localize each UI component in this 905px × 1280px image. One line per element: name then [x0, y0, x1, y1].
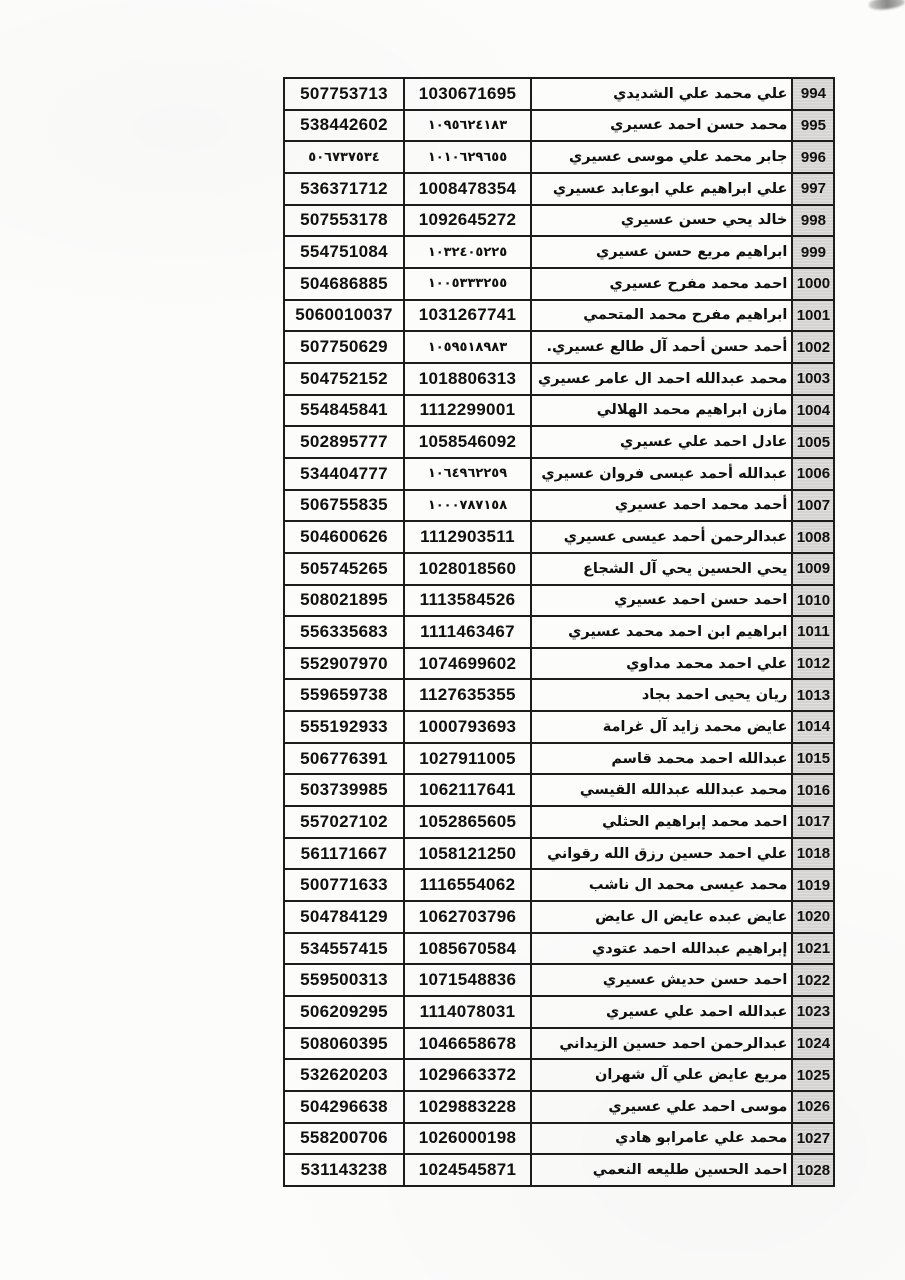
phone-cell: 556335683: [284, 616, 404, 648]
name-cell: ريان يحيى احمد بجاد: [531, 679, 792, 711]
national-id-cell: 1085670584: [404, 933, 531, 965]
phone-cell: 555192933: [284, 711, 404, 743]
name-cell: علي احمد حسين رزق الله رقواني: [531, 838, 792, 870]
phone-cell: 559500313: [284, 964, 404, 996]
row-number-cell: 1024: [792, 1028, 834, 1060]
row-number-cell: 1014: [792, 711, 834, 743]
name-cell: ابراهيم ابن احمد محمد عسيري: [531, 616, 792, 648]
national-id-cell: ١٠٠٠٧٨٧١٥٨: [404, 490, 531, 522]
row-number-cell: 1005: [792, 426, 834, 458]
table-row: [284, 110, 834, 142]
name-cell: علي احمد محمد مداوي: [531, 648, 792, 680]
phone-cell: 559659738: [284, 679, 404, 711]
name-cell: محمد علي عامرابو هادي: [531, 1123, 792, 1155]
name-cell: يحي الحسين يحي آل الشجاع: [531, 553, 792, 585]
table-row: [284, 616, 834, 648]
table-row: [284, 521, 834, 553]
phone-cell: 507553178: [284, 205, 404, 237]
row-number-cell: 1001: [792, 300, 834, 332]
row-number-cell: 1000: [792, 268, 834, 300]
national-id-cell: 1092645272: [404, 205, 531, 237]
name-cell: ابراهيم مريع حسن عسيري: [531, 236, 792, 268]
row-number-cell: 1010: [792, 585, 834, 617]
table-row: [284, 964, 834, 996]
row-number-cell: 1020: [792, 901, 834, 933]
name-cell: أحمد محمد احمد عسيري: [531, 490, 792, 522]
phone-cell: 507750629: [284, 331, 404, 363]
name-cell: محمد عبدالله عبدالله القيسي: [531, 774, 792, 806]
table-row: [284, 141, 834, 173]
table-row: [284, 331, 834, 363]
table-row: [284, 806, 834, 838]
phone-cell: 552907970: [284, 648, 404, 680]
row-number-cell: 1028: [792, 1154, 834, 1186]
table-row: [284, 679, 834, 711]
table-row: [284, 996, 834, 1028]
roster-table: [283, 77, 835, 1187]
phone-cell: 506209295: [284, 996, 404, 1028]
name-cell: عبدالله احمد محمد قاسم: [531, 743, 792, 775]
row-number-cell: 1022: [792, 964, 834, 996]
national-id-cell: 1062703796: [404, 901, 531, 933]
national-id-cell: 1024545871: [404, 1154, 531, 1186]
national-id-cell: ١٠١٠٦٢٩٦٥٥: [404, 141, 531, 173]
row-number-cell: 1015: [792, 743, 834, 775]
national-id-cell: ١٠٠٥٣٣٣٢٥٥: [404, 268, 531, 300]
roster-table-body: [284, 78, 834, 1186]
table-row: [284, 268, 834, 300]
phone-cell: 508021895: [284, 585, 404, 617]
national-id-cell: 1029883228: [404, 1091, 531, 1123]
row-number-cell: 1004: [792, 395, 834, 427]
national-id-cell: 1116554062: [404, 869, 531, 901]
row-number-cell: 1023: [792, 996, 834, 1028]
row-number-cell: 994: [792, 78, 834, 110]
table-row: [284, 648, 834, 680]
name-cell: محمد حسن احمد عسيري: [531, 110, 792, 142]
row-number-cell: 996: [792, 141, 834, 173]
name-cell: احمد الحسين طليعه النعمي: [531, 1154, 792, 1186]
name-cell: عبدالرحمن أحمد عيسى عسيري: [531, 521, 792, 553]
national-id-cell: 1031267741: [404, 300, 531, 332]
national-id-cell: 1112903511: [404, 521, 531, 553]
scan-artifact-smudge: [868, 0, 905, 11]
phone-cell: 532620203: [284, 1059, 404, 1091]
name-cell: موسى احمد علي عسيري: [531, 1091, 792, 1123]
name-cell: احمد محمد مفرح عسيري: [531, 268, 792, 300]
name-cell: محمد عبدالله احمد ال عامر عسيري: [531, 363, 792, 395]
row-number-cell: 1021: [792, 933, 834, 965]
phone-cell: ٥٠٦٧٣٧٥٣٤: [284, 141, 404, 173]
row-number-cell: 1008: [792, 521, 834, 553]
name-cell: عايض عبده عايض ال عايض: [531, 901, 792, 933]
phone-cell: 538442602: [284, 110, 404, 142]
phone-cell: 503739985: [284, 774, 404, 806]
name-cell: جابر محمد علي موسى عسيري: [531, 141, 792, 173]
national-id-cell: 1113584526: [404, 585, 531, 617]
table-row: [284, 205, 834, 237]
phone-cell: 502895777: [284, 426, 404, 458]
national-id-cell: 1052865605: [404, 806, 531, 838]
row-number-cell: 1019: [792, 869, 834, 901]
row-number-cell: 1026: [792, 1091, 834, 1123]
name-cell: مازن ابراهيم محمد الهلالي: [531, 395, 792, 427]
row-number-cell: 995: [792, 110, 834, 142]
name-cell: محمد عيسى محمد ال ناشب: [531, 869, 792, 901]
row-number-cell: 1013: [792, 679, 834, 711]
name-cell: مريع عايض علي آل شهران: [531, 1059, 792, 1091]
phone-cell: 504752152: [284, 363, 404, 395]
row-number-cell: 1002: [792, 331, 834, 363]
national-id-cell: 1027911005: [404, 743, 531, 775]
name-cell: عبدالله أحمد عيسى فروان عسيري: [531, 458, 792, 490]
table-row: [284, 933, 834, 965]
phone-cell: 507753713: [284, 78, 404, 110]
row-number-cell: 999: [792, 236, 834, 268]
phone-cell: 536371712: [284, 173, 404, 205]
table-row: [284, 743, 834, 775]
name-cell: احمد حسن احمد عسيري: [531, 585, 792, 617]
national-id-cell: 1058546092: [404, 426, 531, 458]
phone-cell: 504600626: [284, 521, 404, 553]
phone-cell: 554845841: [284, 395, 404, 427]
table-row: [284, 869, 834, 901]
national-id-cell: 1127635355: [404, 679, 531, 711]
table-row: [284, 1091, 834, 1123]
phone-cell: 506755835: [284, 490, 404, 522]
table-row: [284, 1059, 834, 1091]
name-cell: عبدالرحمن احمد حسين الزيداني: [531, 1028, 792, 1060]
name-cell: خالد يحي حسن عسيري: [531, 205, 792, 237]
phone-cell: 504784129: [284, 901, 404, 933]
row-number-cell: 1003: [792, 363, 834, 395]
table-row: [284, 173, 834, 205]
phone-cell: 500771633: [284, 869, 404, 901]
row-number-cell: 1027: [792, 1123, 834, 1155]
table-row: [284, 458, 834, 490]
name-cell: عادل احمد علي عسيري: [531, 426, 792, 458]
national-id-cell: 1062117641: [404, 774, 531, 806]
national-id-cell: 1000793693: [404, 711, 531, 743]
table-row: [284, 838, 834, 870]
row-number-cell: 1009: [792, 553, 834, 585]
name-cell: عبدالله احمد علي عسيري: [531, 996, 792, 1028]
table-row: [284, 300, 834, 332]
national-id-cell: 1071548836: [404, 964, 531, 996]
row-number-cell: 1007: [792, 490, 834, 522]
phone-cell: 534557415: [284, 933, 404, 965]
name-cell: احمد محمد إبراهيم الحثلي: [531, 806, 792, 838]
table-row: [284, 236, 834, 268]
row-number-cell: 1016: [792, 774, 834, 806]
phone-cell: 554751084: [284, 236, 404, 268]
national-id-cell: ١٠٦٤٩٦٢٢٥٩: [404, 458, 531, 490]
national-id-cell: 1028018560: [404, 553, 531, 585]
table-row: [284, 711, 834, 743]
name-cell: علي ابراهيم علي ابوعابد عسيري: [531, 173, 792, 205]
national-id-cell: 1029663372: [404, 1059, 531, 1091]
table-row: [284, 363, 834, 395]
phone-cell: 5060010037: [284, 300, 404, 332]
national-id-cell: ١٠٩٥٦٢٤١٨٣: [404, 110, 531, 142]
table-row: [284, 395, 834, 427]
row-number-cell: 1011: [792, 616, 834, 648]
national-id-cell: 1114078031: [404, 996, 531, 1028]
name-cell: علي محمد علي الشديدي: [531, 78, 792, 110]
phone-cell: 557027102: [284, 806, 404, 838]
national-id-cell: ١٠٣٢٤٠٥٢٢٥: [404, 236, 531, 268]
national-id-cell: 1074699602: [404, 648, 531, 680]
phone-cell: 504296638: [284, 1091, 404, 1123]
national-id-cell: 1112299001: [404, 395, 531, 427]
row-number-cell: 1017: [792, 806, 834, 838]
table-row: [284, 1028, 834, 1060]
phone-cell: 534404777: [284, 458, 404, 490]
name-cell: أحمد حسن أحمد آل طالع عسيري.: [531, 331, 792, 363]
table-row: [284, 774, 834, 806]
row-number-cell: 1018: [792, 838, 834, 870]
row-number-cell: 1006: [792, 458, 834, 490]
phone-cell: 508060395: [284, 1028, 404, 1060]
table-row: [284, 553, 834, 585]
national-id-cell: 1008478354: [404, 173, 531, 205]
phone-cell: 561171667: [284, 838, 404, 870]
table-row: [284, 490, 834, 522]
phone-cell: 531143238: [284, 1154, 404, 1186]
table-row: [284, 901, 834, 933]
table-row: [284, 1154, 834, 1186]
national-id-cell: 1046658678: [404, 1028, 531, 1060]
table-row: [284, 426, 834, 458]
national-id-cell: 1111463467: [404, 616, 531, 648]
national-id-cell: ١٠٥٩٥١٨٩٨٣: [404, 331, 531, 363]
national-id-cell: 1058121250: [404, 838, 531, 870]
name-cell: إبراهيم عبدالله احمد عتودي: [531, 933, 792, 965]
row-number-cell: 998: [792, 205, 834, 237]
name-cell: ابراهيم مفرح محمد المتحمي: [531, 300, 792, 332]
row-number-cell: 1012: [792, 648, 834, 680]
phone-cell: 506776391: [284, 743, 404, 775]
national-id-cell: 1026000198: [404, 1123, 531, 1155]
row-number-cell: 997: [792, 173, 834, 205]
phone-cell: 505745265: [284, 553, 404, 585]
table-row: [284, 1123, 834, 1155]
row-number-cell: 1025: [792, 1059, 834, 1091]
table-row: [284, 78, 834, 110]
phone-cell: 558200706: [284, 1123, 404, 1155]
table-row: [284, 585, 834, 617]
national-id-cell: 1030671695: [404, 78, 531, 110]
national-id-cell: 1018806313: [404, 363, 531, 395]
phone-cell: 504686885: [284, 268, 404, 300]
name-cell: عايض محمد زايد آل غرامة: [531, 711, 792, 743]
name-cell: احمد حسن حديش عسيري: [531, 964, 792, 996]
